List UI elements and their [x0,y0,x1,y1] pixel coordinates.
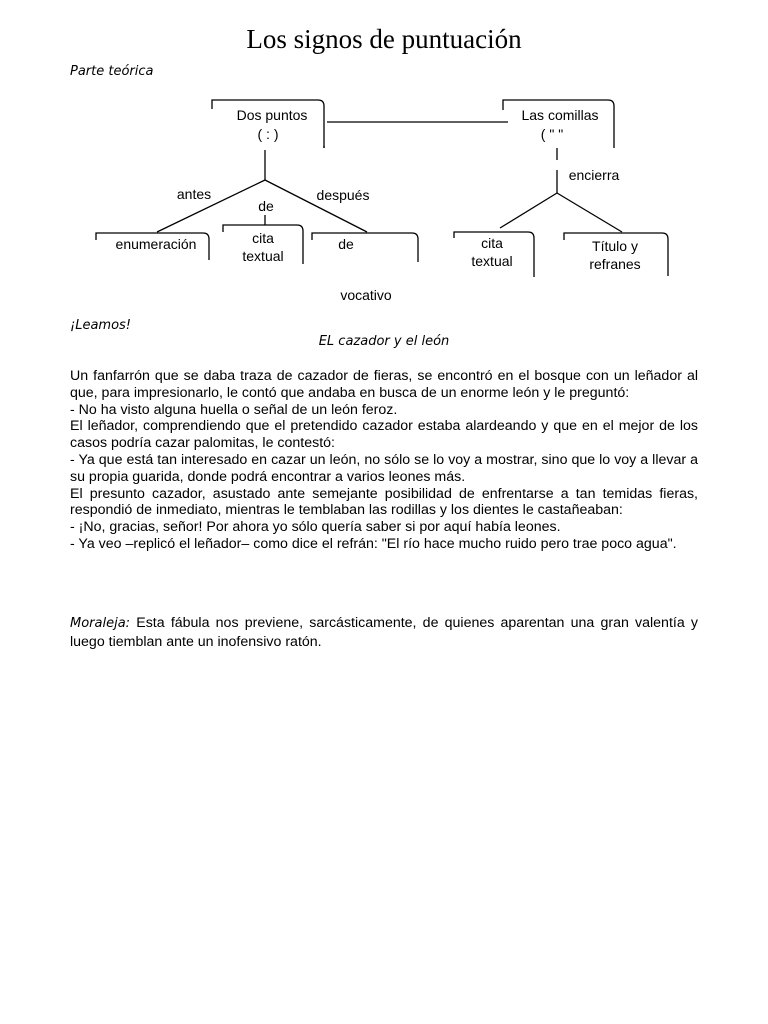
page-title: Los signos de puntuación [246,24,522,54]
label-de: de [258,198,274,214]
child-label-de: de [338,236,354,252]
moral-paragraph [70,614,698,651]
concept-map-lines [0,0,768,320]
child-box-de [312,233,418,262]
story-paragraph: - Ya veo –replicó el leñador– como dice el refrán: "El río hace mucho ruido pero trae poco agua". [70,535,677,552]
label-despues: después [316,187,370,203]
read-section-label: ¡Leamos! [70,318,132,333]
quotes-node-symbol: ( " " [540,126,564,142]
story-text [70,368,698,553]
colon-node-label: Dos puntos [236,107,308,123]
label-vocativo: vocativo [340,287,392,303]
child-label-enumeracion: enumeración [115,236,197,252]
moral-label: Moraleja: [70,616,131,631]
child-label-cita-textual-colon: cita textual [242,230,284,264]
child-label-cita-textual-quotes: cita textual [471,235,513,269]
story-paragraph: - ¡No, gracias, señor! Por ahora yo sólo quería saber si por aquí había leones. [70,519,561,536]
story-paragraph: El leñador, comprendiendo que el pretendido cazador estaba alardeando y que en el mejor de los casos podría cazar palomitas, le contestó: [70,418,698,452]
story-paragraph: - Ya que está tan interesado en cazar un león, no sólo se lo voy a mostrar, sino que lo voy a llevar a su propia guarida, donde podrá encontrar a varios leones más. [70,451,698,485]
story-paragraph: El presunto cazador, asustado ante semejante posibilidad de enfrentarse a tan temidas fieras, respondió de inmediato, mientras le temblaban las rodillas y los dientes le castañeaban: [70,485,698,519]
story-paragraph: Un fanfarrón que se daba traza de cazador de fieras, se encontró en el bosque con un leñador al que, para impresionarlo, le contó que andaba en busca de un enorme león y le preguntó: [70,368,698,401]
concept-map [0,0,768,320]
label-encierra: encierra [568,167,620,183]
story-paragraph: - No ha visto alguna huella o señal de un león feroz. [70,401,398,418]
child-label-titulo-refranes: Título y refranes [589,238,641,272]
theory-section-label: Parte teórica [70,64,154,79]
story-title: EL cazador y el león [318,334,450,349]
label-antes: antes [176,186,212,202]
quotes-node-label: Las comillas [521,107,599,123]
colon-node-symbol: ( : ) [257,126,279,142]
moral-text: Esta fábula nos previene, sarcásticamente, de quienes aparentan una gran valentía y luego tiemblan ante un inofensivo ratón. [70,615,698,650]
